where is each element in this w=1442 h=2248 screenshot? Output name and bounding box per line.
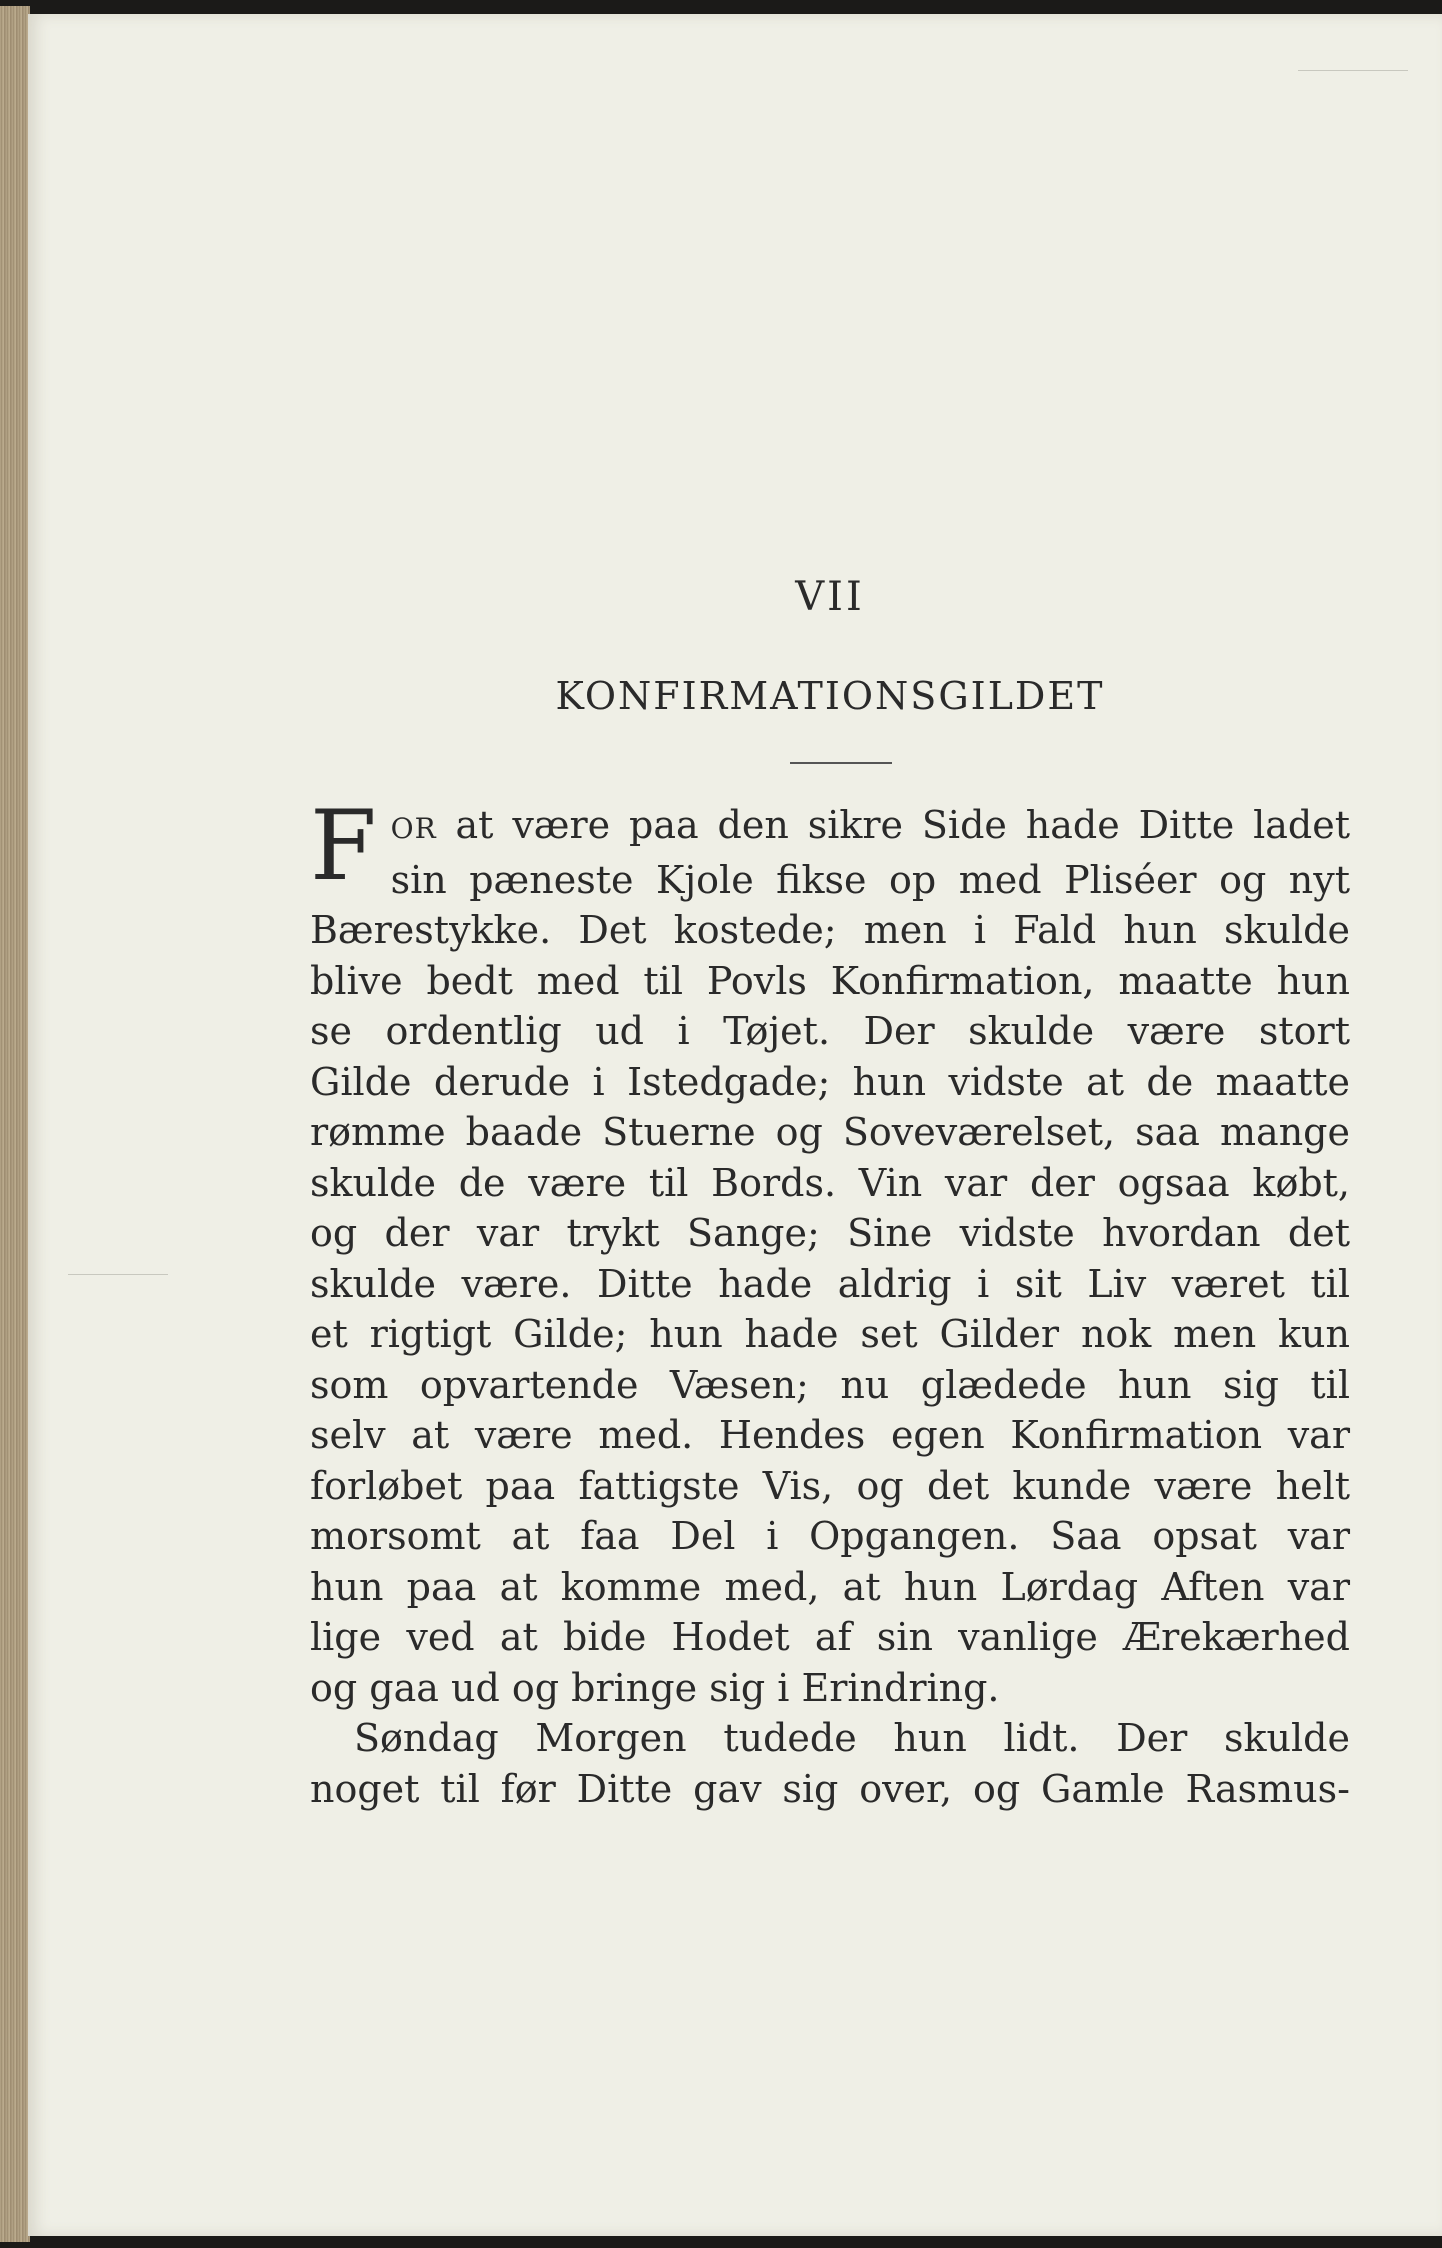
text-line: lige ved at bide Hodet af sin vanlige Ærekærhed [310, 1615, 1350, 1659]
chapter-number: VII [795, 574, 865, 620]
margin-mark-right [1298, 70, 1408, 71]
text-line: et rigtigt Gilde; hun hade set Gilder nok men kun [310, 1312, 1350, 1356]
text-line: skulde de være til Bords. Vin var der ogsaa købt, [310, 1160, 1350, 1205]
text-line: forløbet paa fattigste Vis, og det kunde være helt [310, 1463, 1350, 1508]
text-line: se ordentlig ud i Tøjet. Der skulde være stort [310, 1009, 1350, 1053]
drop-cap: F [310, 800, 377, 902]
text-line-1 [310, 800, 1350, 855]
chapter-title: KONFIRMATIONSGILDET [555, 674, 1105, 718]
text-line: og der var trykt Sange; Sine vidste hvordan det [310, 1211, 1350, 1255]
text-line: blive bedt med til Povls Konfirmation, maatte hun [310, 958, 1350, 1003]
text-line: hun paa at komme med, at hun Lørdag Aften var [310, 1564, 1350, 1609]
margin-mark-left [68, 1274, 168, 1275]
paragraph-2-line-2: noget til før Ditte gav sig over, og Gamle Rasmus- [310, 1766, 1350, 1811]
page-edges [0, 6, 30, 2242]
text-line: skulde være. Ditte hade aldrig i sit Liv været til [310, 1261, 1350, 1306]
paragraph-2-line-1: Søndag Morgen tudede hun lidt. Der skulde [354, 1716, 1350, 1760]
text-line: Bærestykke. Det kostede; men i Fald hun skulde [310, 908, 1350, 952]
title-rule [790, 762, 892, 764]
text-line: som opvartende Væsen; nu glædede hun sig til [310, 1362, 1350, 1407]
book-page [28, 14, 1442, 2236]
line-1-rest: at være paa den sikre Side hade Ditte ladet [455, 803, 1350, 847]
smallcaps-word: OR [390, 812, 437, 845]
text-line: selv at være med. Hendes egen Konfirmation var [310, 1413, 1350, 1457]
body-text [310, 800, 1350, 1814]
paragraph-1-last-line: og gaa ud og bringe sig i Erindring. [310, 1665, 1000, 1710]
text-line: morsomt at faa Del i Opgangen. Saa opsat var [310, 1514, 1350, 1558]
text-line: rømme baade Stuerne og Soveværelset, saa mange [310, 1110, 1350, 1154]
opening-lines [310, 800, 1350, 905]
text-line: Gilde derude i Istedgade; hun vidste at de maatte [310, 1059, 1350, 1104]
text-line-2: sin pæneste Kjole fikse op med Pliséer og nyt [390, 857, 1350, 902]
